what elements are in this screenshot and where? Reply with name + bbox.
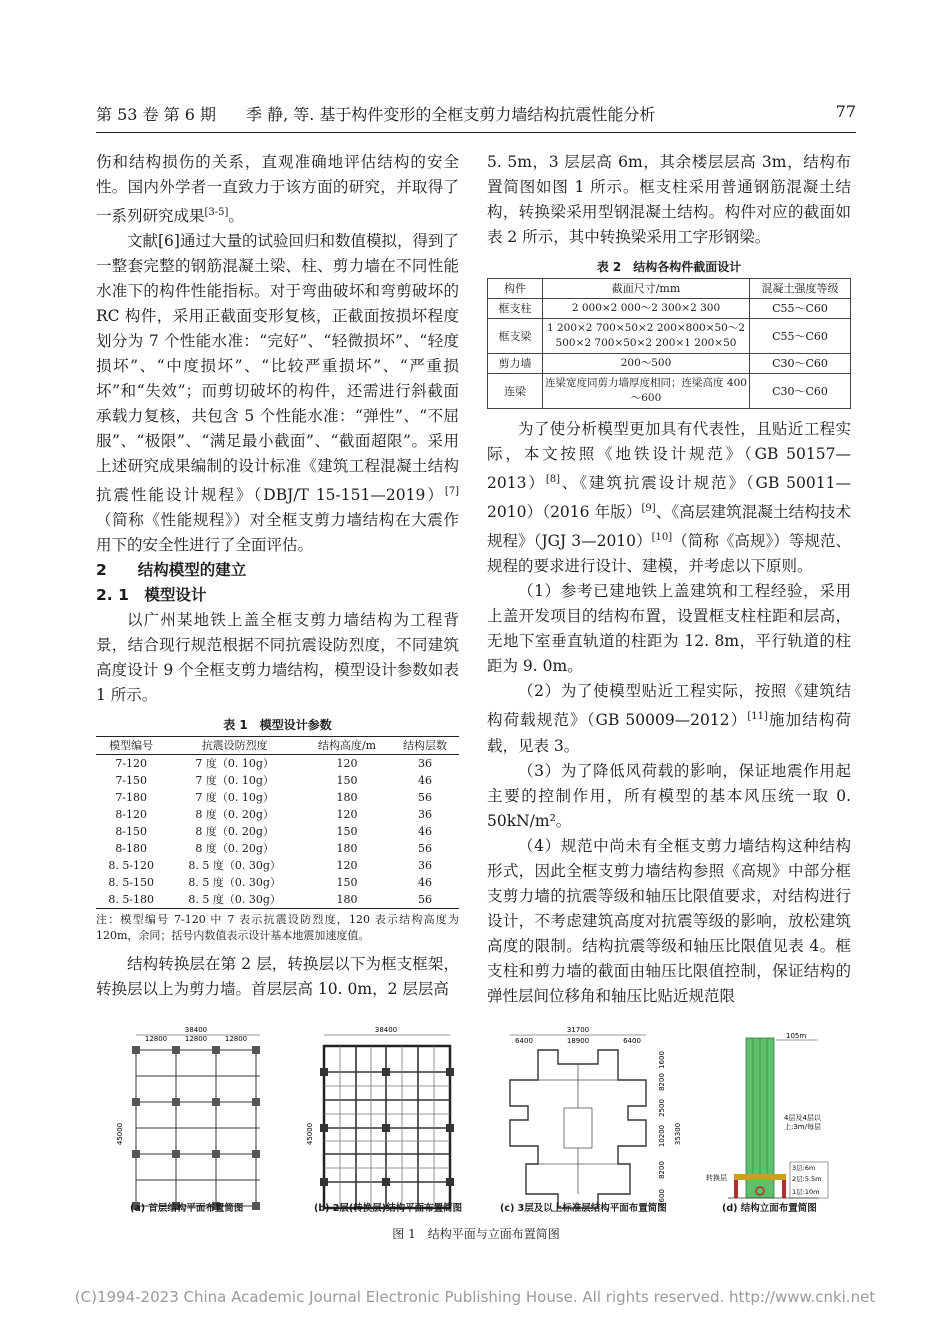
table-row xyxy=(96,823,459,840)
dimension-label: 35300 xyxy=(674,1122,682,1146)
table-cell: 剪力墙 xyxy=(488,354,543,374)
table-cell: 8. 5-120 xyxy=(108,859,155,873)
table-cell: 框支梁 xyxy=(488,319,543,354)
table-cell: 2 000×2 000～2 300×2 300 xyxy=(543,299,750,319)
elevation-label: 1层:10m xyxy=(792,1188,820,1196)
table-cell: 120 xyxy=(336,757,358,771)
table-cell: 8-180 xyxy=(115,842,148,856)
table-cell: C30～C60 xyxy=(750,354,851,374)
table-cell: 8 度（0. 20g） xyxy=(195,842,274,856)
table-row xyxy=(96,874,459,891)
subsection-heading: 2. 1 模型设计 xyxy=(96,586,207,605)
table-row xyxy=(488,354,851,374)
table-row xyxy=(96,772,459,789)
subfigure-caption: (c) 3层及以上标准层结构平面布置简图 xyxy=(500,1203,667,1214)
subfigure-caption: (b) 2层(转换层)结构平面布置简图 xyxy=(314,1203,463,1214)
table-cell: 框支柱 xyxy=(488,299,543,319)
table-cell: 8. 5 度（0. 30g） xyxy=(188,876,281,890)
dimension-label: 6400 xyxy=(623,1037,641,1045)
table-cell: 180 xyxy=(336,791,358,805)
vertical-dimension-group xyxy=(658,1051,682,1207)
table-header: 抗震设防烈度 xyxy=(201,739,268,753)
dimension-label: 31700 xyxy=(566,1026,590,1034)
elevation-label: 105m xyxy=(786,1032,807,1040)
table-cell: 连梁宽度同剪力墙厚度相同；连梁高度 400～600 xyxy=(543,374,750,409)
subfigure-caption: (a) 首层结构平面布置简图 xyxy=(130,1203,244,1214)
standard-floor-plan xyxy=(510,1026,682,1208)
header-rule xyxy=(96,132,856,133)
table-cell: 46 xyxy=(418,774,432,788)
table-row xyxy=(96,840,459,857)
dimension-label: 2500 xyxy=(658,1099,666,1117)
table-cell: 7 度（0. 10g） xyxy=(195,774,274,788)
paragraph: 为了使分析模型更加具有代表性，且贴近工程实际，本文按照《地铁设计规范》（GB 50157—2013）[8]、《建筑抗震设计规范》（GB 50011—2010）（2016 年版）[9]、《高层建筑混凝土结构技术规程》（JGJ 3—2010）[10]（简称《高规》）等规范、规程的要求进行设计、建模，并考虑以下原则。 xyxy=(487,420,851,576)
left-column xyxy=(96,150,459,1002)
citation[interactable]: [3-5] xyxy=(204,207,229,218)
journal-volume: 第 53 卷 第 6 期 xyxy=(96,105,216,124)
table-row xyxy=(488,374,851,409)
table-cell: 200～500 xyxy=(543,354,750,374)
table-row xyxy=(96,755,459,773)
dimension-label: 12800 xyxy=(184,1035,208,1043)
table-cell: 8. 5 度（0. 30g） xyxy=(188,893,281,907)
table-cell: 8-120 xyxy=(115,808,148,822)
subfigure-caption: (d) 结构立面布置简图 xyxy=(722,1203,817,1214)
table-cell: 150 xyxy=(336,774,358,788)
citation[interactable]: [9] xyxy=(641,503,656,515)
paragraph: （3）为了降低风荷载的影响，保证地震作用起主要的控制作用，所有模型的基本风压统一取 0. 50kN/m²。 xyxy=(487,761,851,830)
table-cell: 8. 5 度（0. 30g） xyxy=(188,859,281,873)
elevation-label: 4层及4层以 xyxy=(784,1114,821,1122)
dimension-label: 8200 xyxy=(658,1161,666,1179)
dimension-label: 38400 xyxy=(374,1026,398,1034)
table-cell: 56 xyxy=(418,791,432,805)
table-cell: 56 xyxy=(418,842,432,856)
table-cell: 120 xyxy=(336,808,358,822)
model-parameter-table xyxy=(96,736,459,909)
table-cell: 56 xyxy=(418,893,432,907)
citation[interactable]: [8] xyxy=(545,474,560,485)
table-header: 模型编号 xyxy=(109,739,154,753)
dimension-label: 18900 xyxy=(566,1037,590,1045)
dimension-label: 45000 xyxy=(306,1122,314,1146)
table-caption: 表 1 模型设计参数 xyxy=(223,718,332,733)
citation[interactable]: [10] xyxy=(651,532,673,544)
table-row xyxy=(96,789,459,806)
elevation-label: 2层:5.5m xyxy=(792,1175,822,1183)
table-cell: 36 xyxy=(418,859,432,873)
section-design-table xyxy=(487,278,851,409)
dimension-label: 1600 xyxy=(658,1189,666,1207)
table-header: 结构高度/m xyxy=(317,739,377,753)
structure-layout-figure xyxy=(118,1024,858,1224)
table-cell: 8 度（0. 20g） xyxy=(195,808,274,822)
table-row xyxy=(488,319,851,354)
table-cell: 150 xyxy=(336,825,358,839)
table-row xyxy=(488,299,851,319)
paragraph: 伤和结构损伤的关系，直观准确地评估结构的安全性。国内外学者一直致力于该方面的研究，并取得了一系列研究成果[3-5]。 xyxy=(96,153,459,226)
table-caption: 表 2 结构各构件截面设计 xyxy=(596,260,742,274)
table-cell: C55～C60 xyxy=(750,319,851,354)
table-header: 结构层数 xyxy=(403,739,447,753)
dimension-label: 12800 xyxy=(224,1035,248,1043)
table-cell: 8 度（0. 20g） xyxy=(195,825,274,839)
running-header xyxy=(96,102,856,130)
copyright-footer: (C)1994-2023 China Academic Journal Electronic Publishing House. All rights reserved. http://www.cnki.net xyxy=(74,1288,876,1306)
table-cell: 46 xyxy=(418,825,432,839)
transfer-floor-plan xyxy=(306,1026,454,1208)
table-row xyxy=(96,806,459,823)
page-number: 77 xyxy=(835,102,856,121)
dimension-label: 45000 xyxy=(116,1122,124,1146)
table-cell: 7-120 xyxy=(115,757,148,771)
table-cell: 7 度（0. 10g） xyxy=(195,791,274,805)
table-cell: 8. 5-150 xyxy=(108,876,155,890)
citation[interactable]: [7] xyxy=(444,486,459,498)
table-cell: 7-150 xyxy=(115,774,148,788)
elevation-label: 上:3m/每层 xyxy=(784,1123,821,1131)
table-cell: 8. 5-180 xyxy=(108,893,155,907)
article-running-title: 季 静, 等. 基于构件变形的全框支剪力墙结构抗震性能分析 xyxy=(246,105,656,124)
paragraph: 5. 5m，3 层层高 6m，其余楼层层高 3m，结构布置简图如图 1 所示。框支柱采用普通钢筋混凝土结构，转换梁采用型钢混凝土结构。构件对应的截面如表 2 所示，其中转换梁采用工字形钢梁。 xyxy=(487,153,851,246)
elevation-label: 3层:6m xyxy=(792,1164,816,1172)
table-cell: C30～C60 xyxy=(750,374,851,409)
first-floor-plan xyxy=(116,1026,260,1210)
dimension-label: 8200 xyxy=(658,1073,666,1091)
table-cell: 46 xyxy=(418,876,432,890)
dimension-label: 10200 xyxy=(658,1124,666,1148)
figure-caption: 图 1 结构平面与立面布置简图 xyxy=(392,1227,560,1241)
paragraph: 文献[6]通过大量的试验回归和数值模拟，得到了一整套完整的钢筋混凝土梁、柱、剪力墙在不同性能水准下的构件性能指标。对于弯曲破坏和弯剪破坏的 RC 构件，采用正截面变形复核，正截面按损坏程度划分为 7 个性能水准：“完好”、“轻微损坏”、“轻度损坏”、“中度损坏”、“比较严重损坏”、“严重损坏”和“失效”；而剪切破坏的构件，还需进行斜截面承载力复核，共包含 5 个性能水准：“弹性”、“不屈服”、“极限”、“满足最小截面”、“截面超限”。采用上述研究成果编制的设计标准《建筑工程混凝土结构抗震性能设计规程》（DBJ/T 15-151—2019）[7]（简称《性能规程》）对全框支剪力墙结构在大震作用下的安全性进行了全面评估。 xyxy=(96,232,459,555)
citation[interactable]: [11] xyxy=(747,711,768,723)
transfer-floor-label: 转换层 xyxy=(706,1174,727,1182)
section-heading: 2 结构模型的建立 xyxy=(96,561,247,580)
table-cell: 1 200×2 700×50×2 200×800×50～2 500×2 700×50×2 200×1 200×50 xyxy=(543,319,750,354)
table-header: 混凝土强度等级 xyxy=(750,279,851,299)
table-cell: 7-180 xyxy=(115,791,148,805)
table-row xyxy=(96,891,459,909)
paragraph: （4）规范中尚未有全框支剪力墙结构这种结构形式，因此全框支剪力墙结构参照《高规》中部分框支剪力墙的抗震等级和轴压比限值要求，对结构进行设计，不考虑建筑高度对抗震等级的影响，放松建筑高度的限制。结构抗震等级和轴压比限值见表 4。框支柱和剪力墙的截面由轴压比限值控制，保证结构的弹性层间位移角和轴压比贴近规范限 xyxy=(487,836,851,1005)
table-cell: 8-150 xyxy=(115,825,148,839)
paragraph: 以广州某地铁上盖全框支剪力墙结构为工程背景，结合现行规范根据不同抗震设防烈度，不同建筑高度设计 9 个全框支剪力墙结构，模型设计参数如表 1 所示。 xyxy=(96,611,459,705)
paragraph: 结构转换层在第 2 层，转换层以下为框支框架，转换层以上为剪力墙。首层层高 10. 0m，2 层层高 xyxy=(96,955,459,999)
table-cell: 150 xyxy=(336,876,358,890)
table-cell: 连梁 xyxy=(488,374,543,409)
table-cell: C55～C60 xyxy=(750,299,851,319)
table-cell: 180 xyxy=(336,893,358,907)
dimension-label: 6400 xyxy=(515,1037,533,1045)
dimension-label: 1600 xyxy=(658,1051,666,1069)
table-cell: 120 xyxy=(336,859,358,873)
paragraph: （1）参考已建地铁上盖建筑和工程经验，采用上盖开发项目的结构布置，设置框支柱柱距和层高，无地下室垂直轨道的柱距为 12. 8m，平行轨道的柱距为 9. 0m。 xyxy=(487,582,851,676)
dimension-label: 38400 xyxy=(184,1026,208,1034)
table-header: 截面尺寸/mm xyxy=(543,279,750,299)
table-cell: 36 xyxy=(418,757,432,771)
paragraph: （2）为了使模型贴近工程实际，按照《建筑结构荷载规范》（GB 50009—2012）[11]施加结构荷载，见表 3。 xyxy=(487,682,851,755)
table-row xyxy=(96,857,459,874)
table-note: 注：模型编号 7-120 中 7 表示抗震设防烈度，120 表示结构高度为 120m，余同；括号内数值表示设计基本地震加速度值。 xyxy=(96,913,459,943)
dimension-label: 12800 xyxy=(144,1035,168,1043)
structure-elevation xyxy=(706,1032,828,1198)
table-cell: 180 xyxy=(336,842,358,856)
table-cell: 36 xyxy=(418,808,432,822)
table-cell: 7 度（0. 10g） xyxy=(195,757,274,771)
right-column xyxy=(487,150,851,1009)
table-header: 构件 xyxy=(488,279,543,299)
